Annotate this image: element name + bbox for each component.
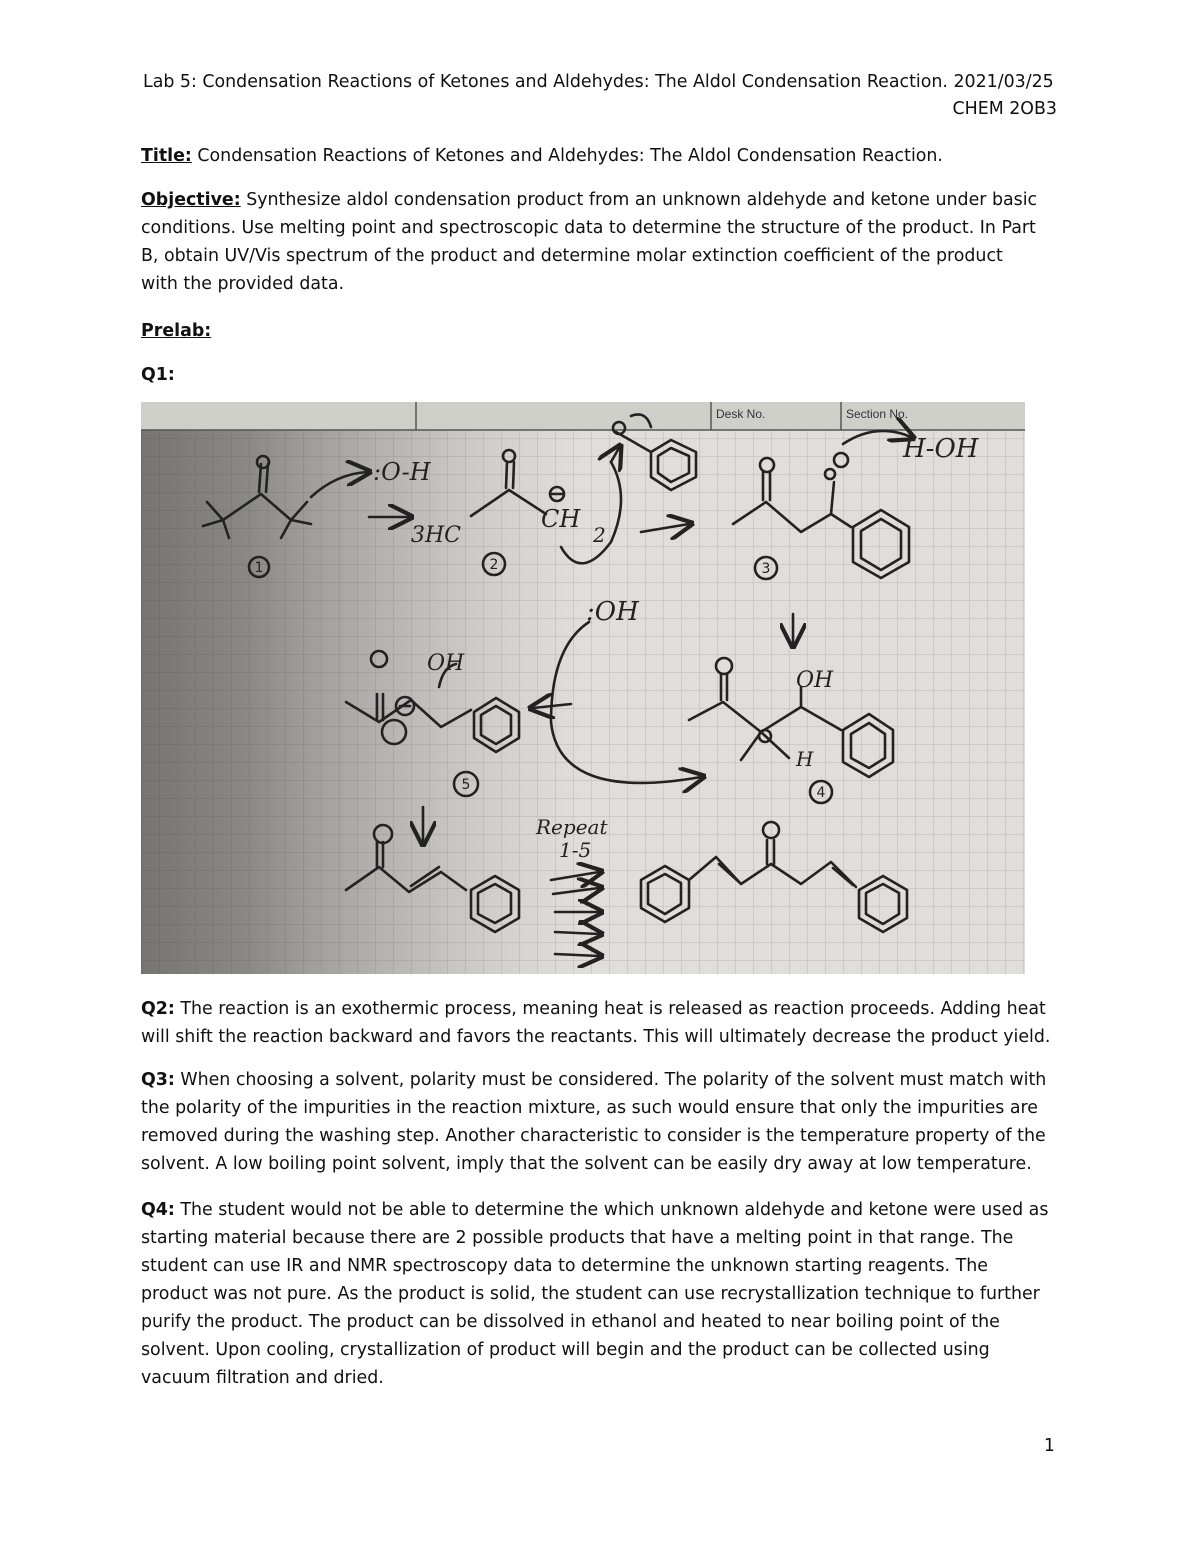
hydroxide-2-label: :OH (586, 597, 639, 627)
oh-label: OH (796, 668, 834, 693)
prelab-heading (141, 317, 1059, 345)
water-label: H-OH (903, 434, 979, 464)
title-paragraph (141, 142, 1059, 170)
q2-line-2: will shift the reaction backward and favors the reactants. This will ultimately decrease the product yield. (141, 1027, 1051, 1047)
step-1-number: 1 (254, 560, 264, 576)
section-number-label: Section No. (846, 407, 909, 421)
q3-line-2: the polarity of the impurities in the reaction mixture, as such would ensure that only the impurities are (141, 1098, 1038, 1118)
desk-number-label: Desk No. (716, 407, 766, 421)
h-label: H (796, 747, 814, 771)
objective-line-1 (141, 186, 1059, 214)
q3-text: When choosing a solvent, polarity must be considered. The polarity of the solvent must match with (180, 1070, 1047, 1090)
ch2-subscript: 2 (593, 523, 606, 547)
document-header: Lab 5: Condensation Reactions of Ketones and Aldehydes: The Aldol Condensation Reaction. 2021/03/25 (143, 72, 1054, 92)
q1-heading (141, 361, 1059, 389)
q3-line-1 (141, 1066, 1059, 1094)
objective-text: Synthesize aldol condensation product from an unknown aldehyde and ketone under basic (246, 190, 1038, 210)
step-5-number: 5 (461, 777, 471, 793)
q4-line-7: vacuum filtration and dried. (141, 1368, 384, 1388)
objective-line-3: B, obtain UV/Vis spectrum of the product and determine molar extinction coefficient of the product (141, 246, 1003, 266)
q3-line-4: solvent. A low boiling point solvent, imply that the solvent can be easily dry away at low temperature. (141, 1154, 1032, 1174)
methyl-label: 3HC (411, 523, 462, 548)
q4-label: Q4: (141, 1200, 175, 1220)
course-code: CHEM 2OB3 (952, 99, 1057, 119)
prelab-label: Prelab: (141, 321, 212, 341)
step-4-number: 4 (816, 785, 826, 801)
page-number: 1 (1043, 1436, 1055, 1456)
q4-line-5: purify the product. The product can be dissolved in ethanol and heated to near boiling point of the (141, 1312, 1000, 1332)
mechanism-figure (141, 402, 1025, 974)
q4-text: The student would not be able to determine the which unknown aldehyde and ketone were used as (180, 1200, 1049, 1220)
q3-label: Q3: (141, 1070, 175, 1090)
step-2-number: 2 (489, 557, 499, 573)
oh-label-2: OH (427, 651, 465, 676)
hydroxide-label: :O-H (373, 458, 431, 486)
q4-line-4: product was not pure. As the product is solid, the student can use recrystallization technique to further (141, 1284, 1040, 1304)
objective-line-2: conditions. Use melting point and spectroscopic data to determine the structure of the product. In Part (141, 218, 1036, 238)
q1-label: Q1: (141, 365, 175, 385)
q2-line-1 (141, 995, 1059, 1023)
title-text: Condensation Reactions of Ketones and Aldehydes: The Aldol Condensation Reaction. (197, 146, 943, 166)
mechanism-drawing (141, 402, 1025, 974)
repeat-range-label: 1-5 (559, 838, 592, 862)
q2-text: The reaction is an exothermic process, meaning heat is released as reaction proceeds. Adding heat (180, 999, 1046, 1019)
ch-label: CH (541, 505, 581, 533)
objective-label: Objective: (141, 190, 241, 210)
q4-line-1 (141, 1196, 1059, 1224)
step-3-number: 3 (761, 561, 771, 577)
q2-label: Q2: (141, 999, 175, 1019)
title-label: Title: (141, 146, 192, 166)
q3-line-3: removed during the washing step. Another characteristic to consider is the temperature property of the (141, 1126, 1046, 1146)
q4-line-6: solvent. Upon cooling, crystallization of product will begin and the product can be collected using (141, 1340, 990, 1360)
repeat-label: Repeat (536, 815, 608, 839)
objective-line-4: with the provided data. (141, 274, 345, 294)
q4-line-2: starting material because there are 2 possible products that have a melting point in that range. The (141, 1228, 1014, 1248)
q4-line-3: student can use IR and NMR spectroscopy data to determine the unknown starting reagents. The (141, 1256, 988, 1276)
